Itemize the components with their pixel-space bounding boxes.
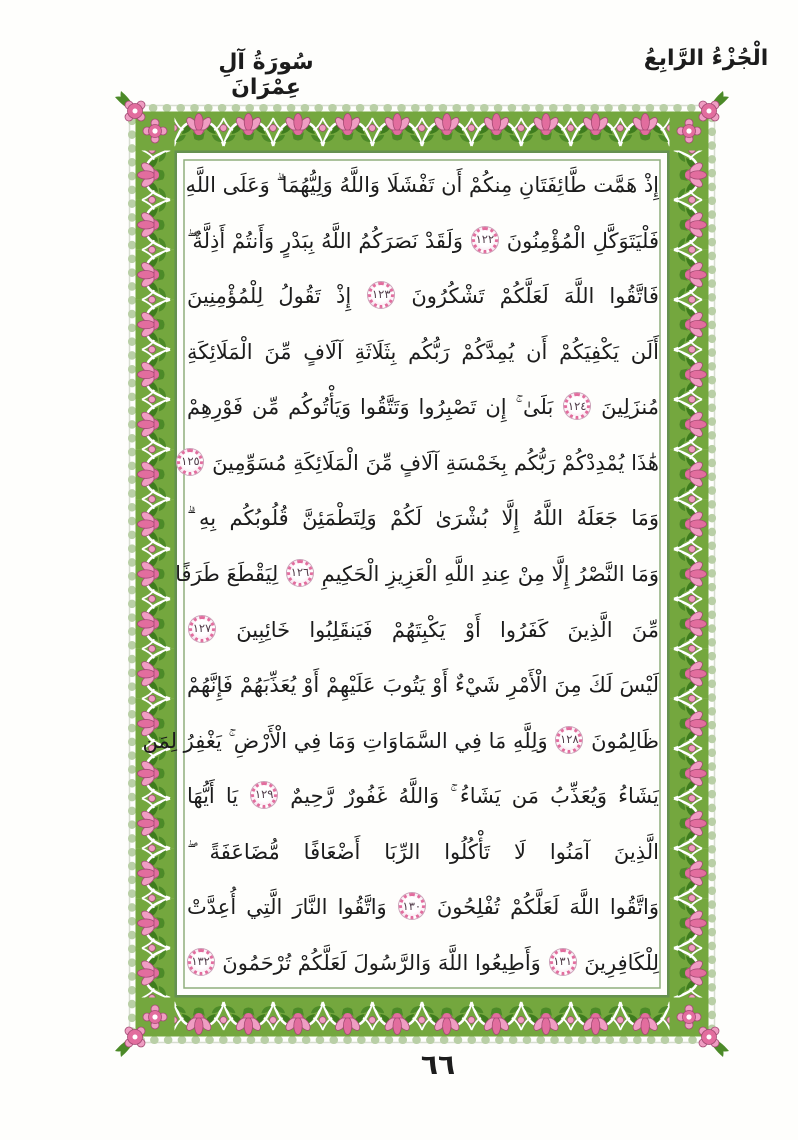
border-motif <box>115 1027 145 1057</box>
verse-number: ١٢٩ <box>254 787 274 802</box>
border-motif <box>670 346 709 403</box>
ayah-text: مُنزَلِينَ <box>601 395 659 420</box>
border-motif <box>136 845 175 902</box>
border-motif <box>418 998 475 1037</box>
border-motif <box>567 998 624 1037</box>
border-motif <box>136 147 175 204</box>
border-motif <box>670 496 709 553</box>
verse-marker-icon <box>556 727 582 753</box>
ayah-text: يَشَاءُ وَيُعَذِّبُ مَن يَشَاءُ ۚ وَاللَّهُ غَفُورٌ رَّحِيمٌ <box>290 784 659 809</box>
border-motif <box>319 112 376 151</box>
border-motif <box>136 446 175 503</box>
border-motif <box>699 1027 729 1057</box>
border-motif <box>670 845 709 902</box>
ayah-text: إِذْ هَمَّت طَّائِفَتَانِ مِنكُمْ أَن تَفْشَلَا وَاللَّهُ وَلِيُّهُمَا ۗ وَعَلَى اللَّهِ <box>185 173 659 197</box>
ayah-text: وَاتَّقُوا النَّارَ الَّتِي أُعِدَّتْ <box>187 895 387 920</box>
border-motif <box>270 112 327 151</box>
verse-marker-icon <box>368 282 394 308</box>
quran-line-4 <box>187 325 659 379</box>
verse-number: ١٢٢ <box>475 231 495 246</box>
ayah-text: وَأَطِيعُوا اللَّهَ وَالرَّسُولَ لَعَلَّكُمْ تُرْحَمُونَ <box>222 950 541 975</box>
verse-number: ١٣٠ <box>402 898 422 913</box>
ayah-text: مِّنَ الَّذِينَ كَفَرُوا أَوْ يَكْبِتَهُمْ فَيَنقَلِبُوا خَائِبِينَ <box>236 617 659 642</box>
border-motif <box>115 91 145 121</box>
ayah-text: لِيَقْطَعَ طَرَفًا <box>175 561 279 586</box>
ayah-text: أَلَن يَكْفِيَكُمْ أَن يُمِدَّكُمْ رَبُّكُم بِثَلَاثَةِ آلَافٍ مِّنَ الْمَلَائِكَةِ <box>187 339 659 364</box>
border-motif <box>170 112 227 151</box>
quran-line-12 <box>187 769 659 823</box>
quran-line-8 <box>175 547 659 601</box>
verse-number: ١٢٦ <box>290 565 310 580</box>
quran-text-area <box>142 158 659 990</box>
quran-line-3 <box>187 269 659 323</box>
border-motif <box>220 112 277 151</box>
verse-number: ١٢٨ <box>560 731 579 746</box>
verse-number: ١٢٧ <box>192 620 212 635</box>
quran-line-1 <box>187 158 659 212</box>
verse-marker-icon <box>189 616 215 642</box>
ayah-text: وَلَقَدْ نَصَرَكُمُ اللَّهُ بِبَدْرٍ وَأَنتُمْ أَذِلَّةٌ ۖ <box>187 228 464 253</box>
quran-line-6 <box>181 436 659 490</box>
quran-line-10 <box>187 658 659 712</box>
border-motif <box>136 396 175 453</box>
verse-marker-icon <box>188 949 214 975</box>
quran-line-13 <box>187 825 659 879</box>
quran-line-2 <box>187 214 659 268</box>
border-motif <box>567 112 624 151</box>
border-motif <box>369 998 426 1037</box>
border-motif <box>670 546 709 603</box>
verse-marker-icon <box>550 949 576 975</box>
border-motif <box>369 112 426 151</box>
ayah-text: بَلَىٰ ۚ إِن تَصْبِرُوا وَتَتَّقُوا وَيَأْتُوكُم مِّن فَوْرِهِمْ <box>187 395 554 420</box>
verse-marker-icon <box>564 393 590 419</box>
border-motif <box>670 745 709 802</box>
quran-line-11 <box>142 714 659 768</box>
ayah-text: وَمَا النَّصْرُ إِلَّا مِنْ عِندِ اللَّهِ الْعَزِيزِ الْحَكِيمِ <box>321 561 659 586</box>
quran-line-9 <box>187 603 659 657</box>
border-motif <box>670 446 709 503</box>
border-motif <box>136 246 175 303</box>
border-motif <box>136 546 175 603</box>
ayah-text: ظَالِمُونَ <box>591 728 659 753</box>
verse-number: ١٢٥ <box>181 454 200 469</box>
quran-line-15 <box>187 936 659 990</box>
ayah-text: وَاتَّقُوا اللَّهَ لَعَلَّكُمْ تُفْلِحُونَ <box>436 895 659 920</box>
border-motif <box>220 998 277 1037</box>
border-motif <box>617 998 674 1037</box>
verse-marker-icon <box>287 560 313 586</box>
ayah-text: فَاتَّقُوا اللَّهَ لَعَلَّكُمْ تَشْكُرُونَ <box>411 284 659 309</box>
verse-number: ١٣٢ <box>191 954 210 969</box>
border-motif <box>670 147 709 204</box>
border-motif <box>136 895 175 952</box>
quran-line-7 <box>187 491 659 545</box>
verse-marker-icon <box>177 449 203 475</box>
border-motif <box>418 112 475 151</box>
border-motif <box>670 396 709 453</box>
border-motif <box>136 496 175 553</box>
ayah-text: لَيْسَ لَكَ مِنَ الْأَمْرِ شَيْءٌ أَوْ يَتُوبَ عَلَيْهِمْ أَوْ يُعَذِّبَهُمْ فَإِنَّهُمْ <box>187 673 659 698</box>
border-motif <box>670 695 709 752</box>
border-motif <box>170 998 227 1037</box>
border-motif <box>518 998 575 1037</box>
border-motif <box>670 246 709 303</box>
border-motif <box>270 998 327 1037</box>
page-number: ٦٦ <box>420 1048 456 1081</box>
border-motif <box>136 945 175 1002</box>
ayah-text: يَا أَيُّهَا <box>187 784 239 809</box>
ayah-text: هَٰذَا يُمْدِدْكُمْ رَبُّكُم بِخَمْسَةِ آلَافٍ مِّنَ الْمَلَائِكَةِ مُسَوِّمِينَ <box>212 450 659 475</box>
border-motif <box>518 112 575 151</box>
border-motif <box>670 945 709 1002</box>
border-motif <box>670 645 709 702</box>
border-motif <box>136 296 175 353</box>
verse-marker-icon <box>399 893 425 919</box>
border-motif <box>136 346 175 403</box>
ayah-text: وَمَا جَعَلَهُ اللَّهُ إِلَّا بُشْرَىٰ لَكُمْ وَلِتَطْمَئِنَّ قُلُوبُكُم بِهِ ۗ <box>187 506 659 531</box>
border-motif <box>136 196 175 253</box>
verse-number: ١٣١ <box>553 954 572 969</box>
ayah-text: فَلْيَتَوَكَّلِ الْمُؤْمِنُونَ <box>506 228 659 253</box>
border-motif <box>617 112 674 151</box>
verse-number: ١٢٣ <box>371 287 391 302</box>
border-motif <box>670 595 709 652</box>
border-motif <box>136 645 175 702</box>
verse-number: ١٢٤ <box>567 398 587 413</box>
border-motif <box>699 91 729 121</box>
quran-line-14 <box>187 880 659 934</box>
quran-line-5 <box>187 380 659 434</box>
border-motif <box>136 595 175 652</box>
border-motif <box>468 998 525 1037</box>
border-motif <box>670 296 709 353</box>
border-motif <box>468 112 525 151</box>
verse-marker-icon <box>251 782 277 808</box>
ayah-text: وَلِلَّهِ مَا فِي السَّمَاوَاتِ وَمَا فِي الْأَرْضِ ۚ يَغْفِرُ لِمَن <box>142 728 548 753</box>
ayah-text: الَّذِينَ آمَنُوا لَا تَأْكُلُوا الرِّبَا أَضْعَافًا مُّضَاعَفَةً ۖ <box>187 839 659 864</box>
ayah-text: إِذْ تَقُولُ لِلْمُؤْمِنِينَ <box>187 284 352 309</box>
border-motif <box>136 795 175 852</box>
verse-marker-icon <box>472 227 498 253</box>
border-motif <box>670 196 709 253</box>
juz-title: الْجُزْءُ الرَّابِعُ <box>643 46 769 71</box>
surah-title: سُورَةُ آلِ عِمْرَانَ <box>218 50 314 100</box>
border-motif <box>670 895 709 952</box>
ayah-text: لِلْكَافِرِينَ <box>584 950 659 975</box>
border-motif <box>319 998 376 1037</box>
border-motif <box>670 795 709 852</box>
